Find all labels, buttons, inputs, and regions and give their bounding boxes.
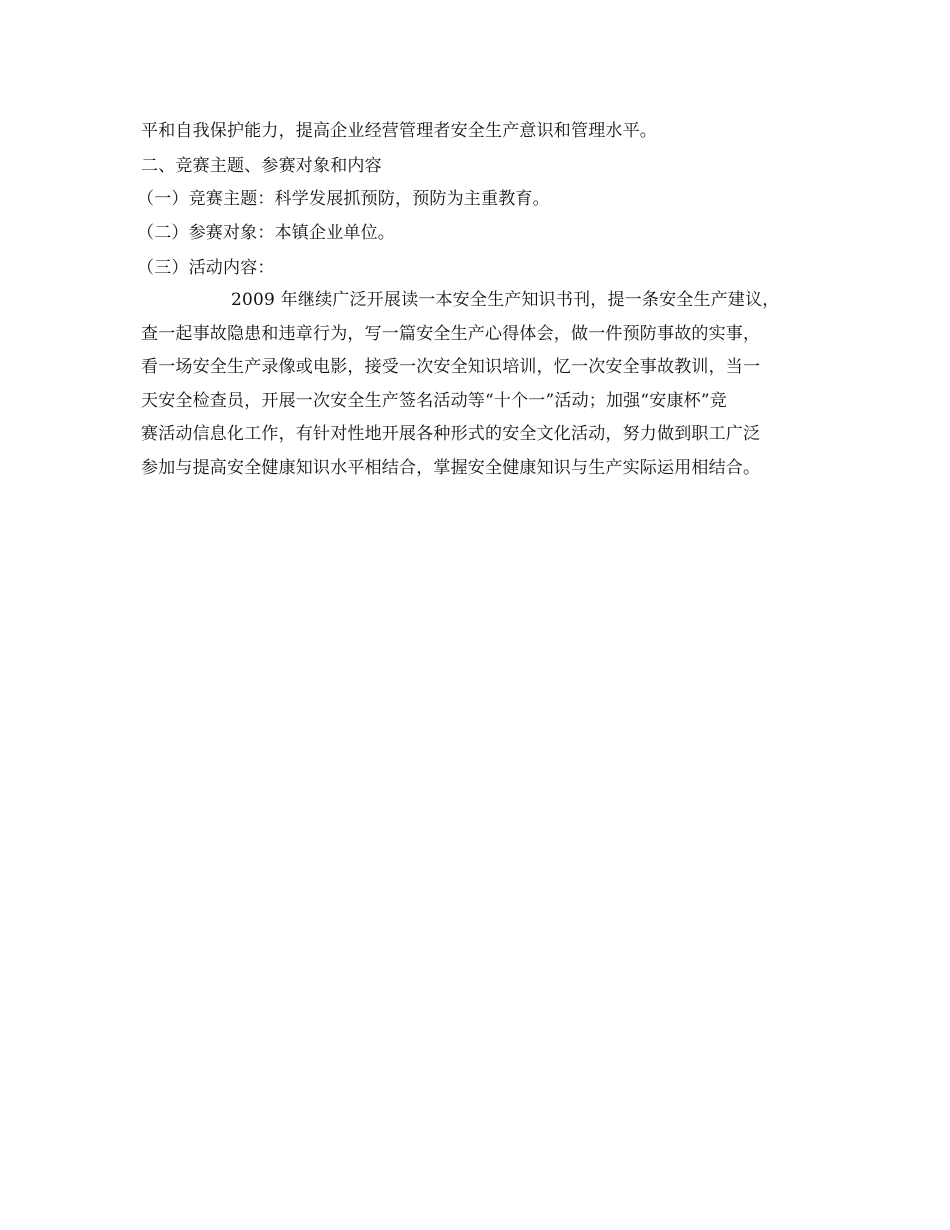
list-item-content: （三）活动内容： [137,258,275,278]
paragraph-line: 赛活动信息化工作，有针对性地开展各种形式的安全文化活动，努力做到职工广泛 [141,424,761,444]
paragraph-line: 查一起事故隐患和违章行为，写一篇安全生产心得体会，做一件预防事故的实事， [141,323,761,344]
paragraph-continuation: 平和自我保护能力，提高企业经营管理者安全生产意识和管理水平。 [141,121,657,141]
list-item-theme: （一）竞赛主题：科学发展抓预防，预防为主重教育。 [137,189,550,209]
paragraph-line: 2009 年继续广泛开展读一本安全生产知识书刊，提一条安全生产建议， [231,290,780,310]
paragraph-line: 参加与提高安全健康知识水平相结合，掌握安全健康知识与生产实际运用相结合。 [141,457,761,478]
paragraph-line: 天安全检查员，开展一次安全生产签名活动等“十个一”活动；加强“安康杯”竞 [141,390,727,411]
paragraph-line: 看一场安全生产录像或电影，接受一次安全知识培训，忆一次安全事故教训，当一 [141,357,761,377]
list-item-participants: （二）参赛对象：本镇企业单位。 [137,223,395,243]
section-heading: 二、竞赛主题、参赛对象和内容 [141,156,382,176]
activity-paragraph [141,289,831,490]
